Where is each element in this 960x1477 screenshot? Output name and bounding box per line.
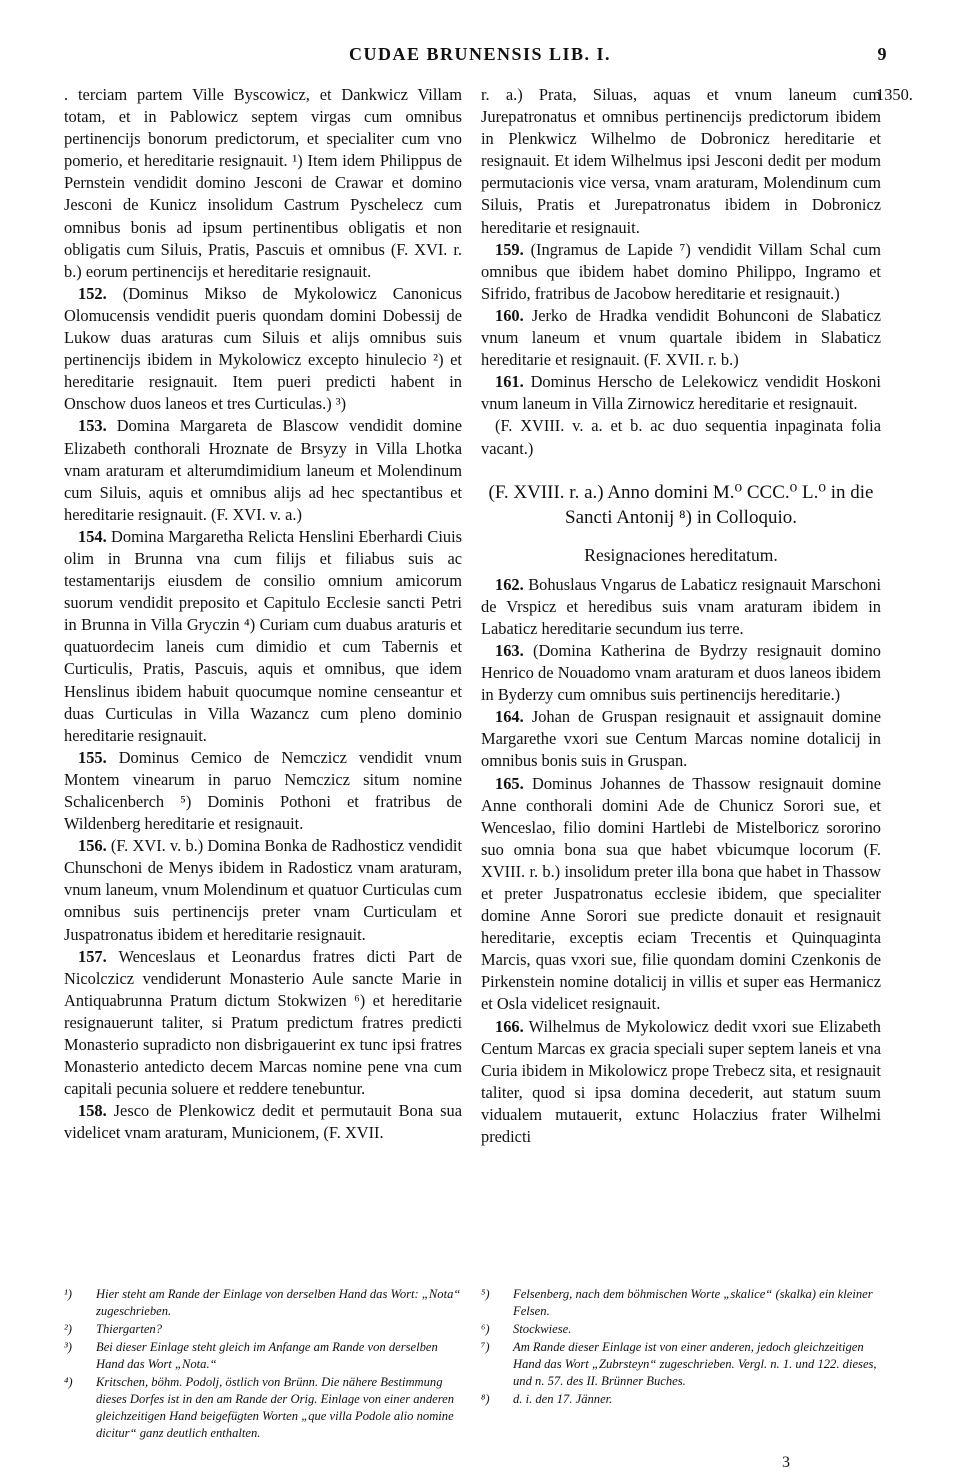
right-column: [481, 84, 881, 1148]
entry-number: 158.: [78, 1101, 107, 1121]
paragraph-text: (Ingramus de Lapide ⁷) vendidit Villam Schal cum omnibus que ibidem habet domino Philippo, Ingramo et Sifrido, fratribus de Jacobow hereditarie et resignauit.): [481, 239, 881, 303]
footnote-mark: ¹): [64, 1287, 72, 1301]
paragraph-text: r. a.) Prata, Siluas, aquas et vnum laneum cum Jurepatronatus et omnibus pertinencijs predictorum ibidem in Plenkwicz Wilhelmo de Dobronicz hereditarie et resignauit. Et idem Wilhelmus ipsi Jesconi dedit per modum permutacionis vice versa, vnam araturam, Molendinum cum Siluis, Pratis et Jurepatronatus ibidem in Dobronicz hereditarie et resignauit.: [481, 85, 881, 237]
paragraph: [481, 415, 881, 459]
footnote: [64, 1374, 462, 1442]
paragraph-text: Jerko de Hradka vendidit Bohunconi de Slabaticz vnum laneum et vnum quartale ibidem in Slabaticz hereditarie et resignauit. (F. XVII. r. b.): [481, 305, 881, 370]
entry-number: 157.: [78, 946, 107, 966]
entry-number: 152.: [78, 283, 107, 303]
paragraph: [64, 415, 462, 525]
entry-number: 166.: [495, 1016, 524, 1036]
entry-number: 153.: [78, 416, 107, 436]
footnote-text: Thiergarten?: [96, 1322, 163, 1336]
footnote-text: d. i. den 17. Jänner.: [513, 1392, 613, 1406]
paragraph-text: Dominus Herscho de Lelekowicz vendidit Hoskoni vnum laneum in Villa Zirnowicz hereditarie et resignauit.: [481, 372, 881, 414]
footnote-mark: ²): [64, 1322, 72, 1336]
paragraph-text: Dominus Johannes de Thassow resignauit domine Anne conthorali domini Ade de Chunicz Sorori sue, et Wenceslao, filio domini Hartlebi de Mistelboricz sororino suo omnia bona sua que habet vbicumque locorum (F. XVIII. r. b.) insolidum preter illa bona que habet in Thassow et preter Juspatronatus ecclesie ibidem, que specialiter domine Anne Sorori sue predicte donauit et resignauit hereditarie, exceptis eciam Trecentis et Quinquaginta Marcis, quas vxori sue, filie quondam domini Czenkonis de Pirkenstein nomine dotalicij in villis et super eas Hermanicz et Osla videlicet resignauit.: [481, 773, 881, 1014]
paragraph: [481, 706, 881, 772]
paragraph: [481, 305, 881, 371]
footnote: [64, 1339, 462, 1373]
footnote-text: Felsenberg, nach dem böhmischen Worte „skalice“ (skalka) ein kleiner Felsen.: [513, 1287, 873, 1318]
paragraph: [481, 574, 881, 640]
paragraph-text: (Domina Katherina de Bydrzy resignauit domino Henrico de Nouadomo vnam araturam et duos laneos ibidem in Byderzy cum omnibus suis pertinencijs hereditarie.): [481, 640, 881, 705]
paragraph-text: Bohuslaus Vngarus de Labaticz resignauit Marschoni de Vrspicz et heredibus suis vnam araturam ibidem in Labaticz hereditarie secundum ius terre.: [481, 574, 881, 638]
margin-year: 1350.: [876, 85, 913, 104]
footnote: [481, 1321, 881, 1338]
footnotes-right: [481, 1286, 881, 1409]
paragraph: [64, 946, 462, 1101]
paragraph-text: . terciam partem Ville Byscowicz, et Dankwicz Villam totam, et in Pablowicz septem virgas cum omnibus pertinencijs bonorum predictorum, et specialiter cum vno pomerio, et hereditarie resignauit. ¹) Item idem Philippus de Pernstein vendidit domino Jesconi de Crawar et domino Jesconi de Kunicz insolidum Castrum Pyschelecz cum omnibus bonis ad ipsum pertinentibus obligatis et non obligatis cum Siluis, Pratis, Pascuis et omnibus (F. XVI. r. b.) eorum pertinencijs et hereditarie resignauit.: [64, 85, 462, 281]
footnote-text: Kritschen, böhm. Podolj, östlich von Brünn. Die nähere Bestimmung dieses Dorfes ist in den am Rande der Orig. Einlage von einer anderen gleichzeitigen Hand beigefügten Worten „que villa Podole alio nomine dicitur“ ganz deutlich enthalten.: [96, 1375, 455, 1440]
footnotes-left: [64, 1286, 462, 1443]
paragraph: [481, 371, 881, 415]
paragraph-text: Johan de Gruspan resignauit et assignauit domine Margarethe vxori sue Centum Marcas nomine dotalicij in omnibus bonis suis in Gruspan.: [481, 707, 881, 771]
right-column-bottom: [481, 574, 881, 1148]
footnote-mark: ⁵): [481, 1287, 490, 1301]
entry-number: 156.: [78, 836, 107, 856]
paragraph-text: (Dominus Mikso de Mykolowicz Canonicus Olomucensis vendidit pueris quondam domini Dobessij de Lukow duas araturas cum Siluis et alijs omnibus suis pertinencijs ibidem in Mykolowicz excepto hinulecio ²) et hereditarie resignauit. Item pueri predicti habent in Onschow duos laneos et tres Curticulas.) ³): [64, 283, 462, 414]
paragraph: [64, 835, 462, 945]
footnote: [481, 1339, 881, 1390]
paragraph: [64, 526, 462, 747]
paragraph: [64, 1100, 462, 1144]
footnote-text: Stockwiese.: [513, 1322, 572, 1336]
footnote: [64, 1321, 462, 1338]
footnote-text: Am Rande dieser Einlage ist von einer anderen, jedoch gleichzeitigen Hand das Wort „Zubrsteyn“ zugeschrieben. Vergl. n. 1. und 122. dieses, und n. 57. des II. Brünner Buches.: [513, 1340, 877, 1388]
paragraph-text: Wilhelmus de Mykolowicz dedit vxori sue Elizabeth Centum Marcas ex gracia speciali super septem laneis et vna Curia ibidem in Mikolowicz prope Trebecz sita, et resignauit taliter, quod si ipsa domina decederit, aut statum suum vidualem mutauerit, extunc Holaczius frater Wilhelmi predicti: [481, 1016, 881, 1147]
footnote-mark: ³): [64, 1340, 72, 1354]
paragraph-text: Dominus Cemico de Nemczicz vendidit vnum Montem vinearum in paruo Nemczicz situm nomine Schalicenberch ⁵) Dominis Pothoni et fratribus de Wildenberg hereditarie et resignauit.: [64, 747, 462, 834]
paragraph: [64, 747, 462, 835]
footnote: [481, 1286, 881, 1320]
section-date-heading: (F. XVIII. r. a.) Anno domini M.⁰ CCC.⁰ L.⁰ in die Sancti Antonij ⁸) in Colloquio.: [488, 481, 874, 528]
page-number: 9: [877, 44, 888, 64]
paragraph-text: Domina Margareta de Blascow vendidit domine Elizabeth conthorali Hroznate de Brsyzy in Villa Lhotka vnam araturam et alterumdimidium laneum et Molendinum cum Siluis, aquis et omnibus alijs ad hec spectantibus et hereditarie resignauit. (F. XVI. v. a.): [64, 416, 462, 524]
left-column: [64, 84, 462, 1145]
paragraph: [481, 1016, 881, 1149]
paragraph-text: Wenceslaus et Leonardus fratres dicti Part de Nicolczicz vendiderunt Monasterio Aule sancte Marie in Antiquabrunna Pratum dictum Stokwizen ⁶) et hereditarie resignauerunt taliter, si Pratum predictum fratres predicti Monasterio supradicto non disbrigauerint ex tunc ipsi fratres Monasterio antedicto decem Marcas nomine pene vna cum capitali pecunia soluere et reddere tenebuntur.: [64, 946, 462, 1099]
paragraph-text: Domina Margaretha Relicta Henslini Eberhardi Ciuis olim in Brunna vna cum filijs et filiabus suis ac testamentarijs eiusdem de consilio omnium amicorum suorum vendidit preposito et Capitulo Ecclesie sancti Petri in Brunna in Villa Gryczin ⁴) Curiam cum duabus araturis et quatuordecim laneis cum dimidio et cum Tabernis et Curticulis, Pratis, Pascuis, aquis et omnibus, que idem Henslinus ibidem habuit quocumque nomine censeantur et duas Curticulas in Villa Wazancz cum pleno dominio hereditarie resignauit.: [64, 526, 462, 745]
footnote-text: Hier steht am Rande der Einlage von derselben Hand das Wort: „Nota“ zugeschrieben.: [96, 1287, 461, 1318]
footnote-mark: ⁴): [64, 1375, 73, 1389]
paragraph-text: (F. XVI. v. b.) Domina Bonka de Radhosticz vendidit Chunschoni de Menys ibidem in Radosticz vnam araturam, vnum laneum, vnum Molendinum et quatuor Curticulas cum omnibus suis pertinencijs preter vnam Curticulam et Juspatronatus ibidem et hereditarie resignauit.: [64, 836, 462, 944]
footnote-mark: ⁶): [481, 1322, 490, 1336]
paragraph: [64, 84, 462, 283]
paragraph-text: Jesco de Plenkowicz dedit et permutauit Bona sua videlicet vnam araturam, Municionem, (F. XVII.: [64, 1101, 462, 1143]
footnote-mark: ⁸): [481, 1392, 490, 1406]
entry-number: 164.: [495, 707, 524, 727]
paragraph: [481, 84, 881, 239]
entry-number: 155.: [78, 747, 107, 767]
signature-mark: 3: [782, 1454, 790, 1471]
right-column-top: [481, 84, 881, 460]
entry-number: 162.: [495, 574, 524, 594]
entry-number: 159.: [495, 239, 524, 259]
paragraph: [481, 239, 881, 305]
entry-number: 154.: [78, 526, 107, 546]
section-title: Resignaciones hereditatum.: [584, 544, 778, 565]
footnote-text: Bei dieser Einlage steht gleich im Anfange am Rande von derselben Hand das Wort „Nota.“: [96, 1340, 438, 1371]
paragraph-text: (F. XVIII. v. a. et b. ac duo sequentia inpaginata folia vacant.): [481, 416, 881, 458]
entry-number: 161.: [495, 372, 524, 392]
paragraph: [481, 640, 881, 706]
running-title: CUDAE BRUNENSIS LIB. I.: [348, 44, 612, 64]
footnote-mark: ⁷): [481, 1340, 490, 1354]
footnote: [64, 1286, 462, 1320]
entry-number: 160.: [495, 305, 524, 325]
paragraph: [481, 773, 881, 1016]
paragraph: [64, 283, 462, 416]
entry-number: 163.: [495, 640, 524, 660]
footnote: [481, 1391, 881, 1408]
entry-number: 165.: [495, 773, 524, 793]
